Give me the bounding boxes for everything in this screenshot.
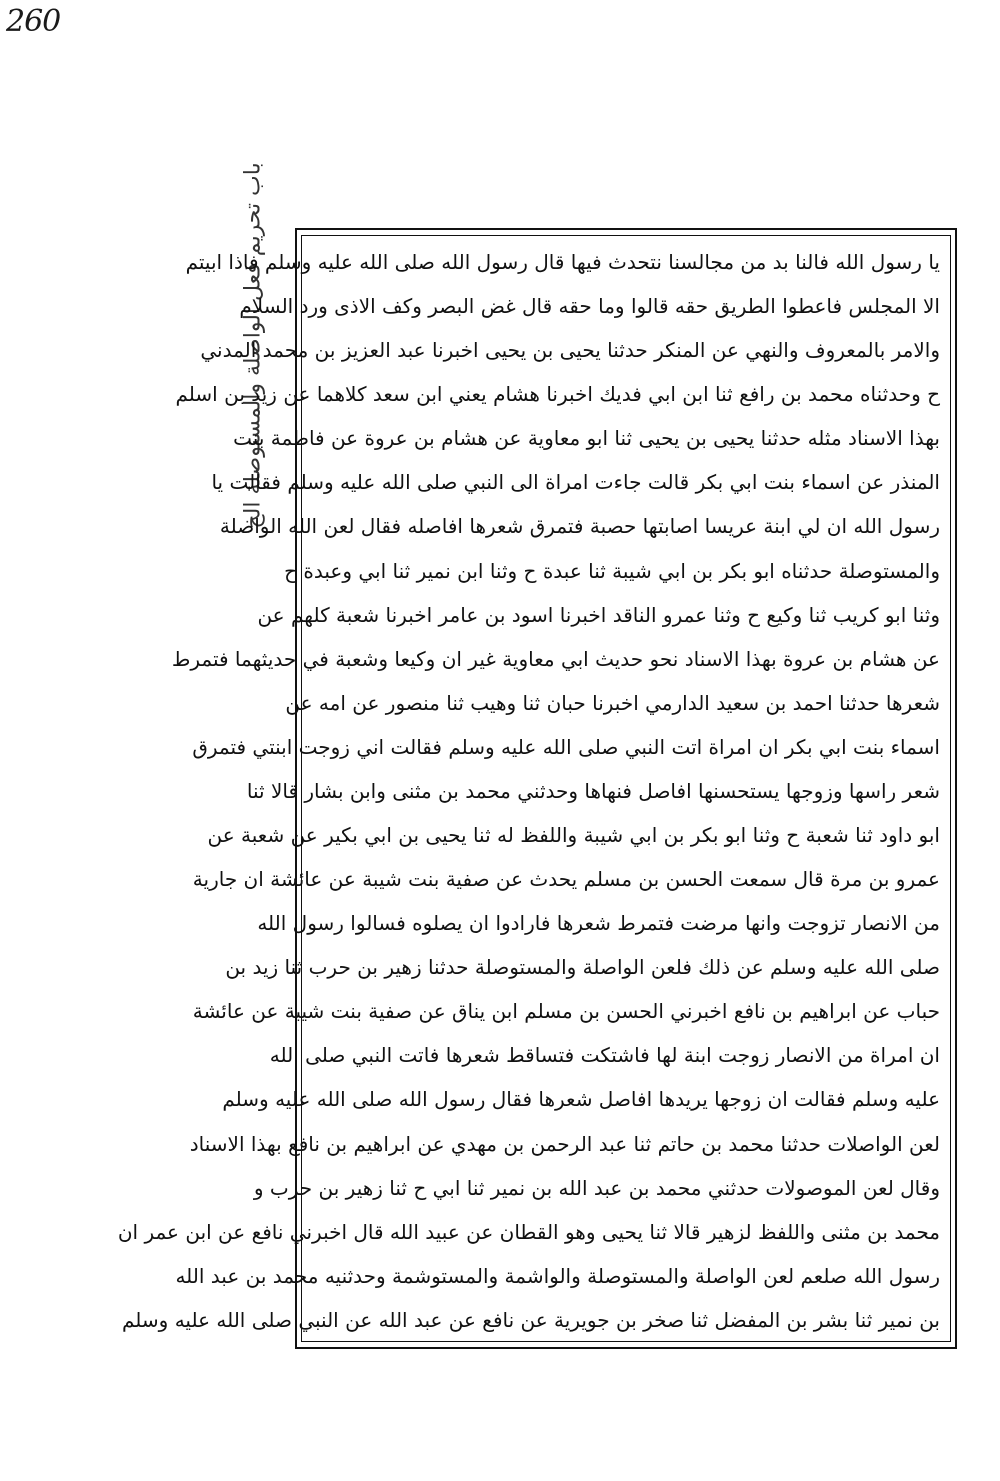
manuscript-line: رسول الله ان لي ابنة عريسا اصابتها حصبة فتمرق شعرها افاصله فقال لعن الله الواصلة [219,514,940,539]
manuscript-line: الا المجلس فاعطوا الطريق حقه قالوا وما حقه قال غض البصر وكف الاذى ورد السلام [239,294,940,319]
manuscript-line: وثنا ابو كريب ثنا وكيع ح وثنا عمرو الناقد اخبرنا اسود بن عامر اخبرنا شعبة كلهم عن [257,602,940,627]
manuscript-line: شعرها حدثنا احمد بن سعيد الدارمي اخبرنا حبان ثنا وهيب ثنا منصور عن امه عن [285,690,940,715]
manuscript-line: ح وحدثناه محمد بن رافع ثنا ابن ابي فديك اخبرنا هشام يعني ابن سعد كلاهما عن زيد بن اسلم [175,382,940,407]
manuscript-line: وقال لعن الموصولات حدثني محمد بن عبد الله بن نمير ثنا ابي ح ثنا زهير بن حرب و [253,1175,940,1200]
manuscript-line: لعن الواصلات حدثنا محمد بن حاتم ثنا عبد الرحمن بن مهدي عن ابراهيم بن نافع بهذا الاسناد [189,1131,940,1156]
manuscript-line: عن هشام بن عروة بهذا الاسناد نحو حديث ابي معاوية غير ان وكيعا وشعبة في حديثهما فتمرط [171,646,940,671]
manuscript-line: من الانصار تزوجت وانها مرضت فتمرط شعرها فارادوا ان يصلوه فسالوا رسول الله [257,911,940,936]
manuscript-line: رسول الله صلعم لعن الواصلة والمستوصلة والواشمة والمستوشمة وحدثنيه محمد بن عبد الله [175,1263,940,1288]
manuscript-line: اسماء بنت ابي بكر ان امراة اتت النبي صلى الله عليه وسلم فقالت اني زوجت ابنتي فتمرق [192,734,940,759]
manuscript-line: يا رسول الله فالنا بد من مجالسنا نتحدث فيها قال رسول الله صلى الله عليه وسلم فاذا ابيتم [185,250,940,274]
manuscript-line: عليه وسلم فقالت ان زوجها يريدها افاصل شعرها فقال رسول الله صلى الله عليه وسلم [222,1087,940,1112]
manuscript-line: بهذا الاسناد مثله حدثنا يحيى بن يحيى ثنا ابو معاوية عن هشام بن عروة عن فاطمة بنت [233,426,940,451]
manuscript-line: حباب عن ابراهيم بن نافع اخبرني الحسن بن مسلم ابن يناق عن صفية بنت شيبة عن عائشة [192,999,940,1024]
manuscript-line: بن نمير ثنا بشر بن المفضل ثنا صخر بن جويرية عن نافع عن عبد الله عن النبي صلى الله عليه وسلم [121,1307,940,1332]
margin-note-text: باب تحريم فعل الواصلة والمستوصلة الخ [240,161,266,529]
manuscript-line: والامر بالمعروف والنهي عن المنكر حدثنا يحيى بن يحيى اخبرنا عبد العزيز بن محمد المدني [200,338,940,363]
manuscript-line: محمد بن مثنى واللفظ لزهير قالا ثنا يحيى وهو القطان عن عبيد الله قال اخبرني نافع عن ابن عمر ان [117,1219,940,1244]
page-number: 260 [6,4,61,39]
manuscript-line: صلى الله عليه وسلم عن ذلك فلعن الواصلة والمستوصلة حدثنا زهير بن حرب ثنا زيد بن [225,955,940,980]
manuscript-line: ان امراة من الانصار زوجت ابنة لها فاشتكت فتساقط شعرها فاتت النبي صلى الله [269,1043,940,1068]
manuscript-line: شعر راسها وزوجها يستحسنها افاصل فنهاها وحدثني محمد بن مثنى وابن بشار قالا ثنا [246,778,940,803]
manuscript-line: عمرو بن مرة قال سمعت الحسن بن مسلم يحدث عن صفية بنت شيبة عن عائشة ان جارية [192,867,940,892]
manuscript-line: ابو داود ثنا شعبة ح وثنا ابو بكر بن ابي شيبة واللفظ له ثنا يحيى بن ابي بكير عن شعبة عن [207,823,940,848]
manuscript-line: والمستوصلة حدثناه ابو بكر بن ابي شيبة ثنا عبدة ح وثنا ابن نمير ثنا ابي وعبدة ح [284,558,940,583]
manuscript-line: المنذر عن اسماء بنت ابي بكر قالت جاءت امراة الى النبي صلى الله عليه وسلم فقالت يا [211,470,940,495]
